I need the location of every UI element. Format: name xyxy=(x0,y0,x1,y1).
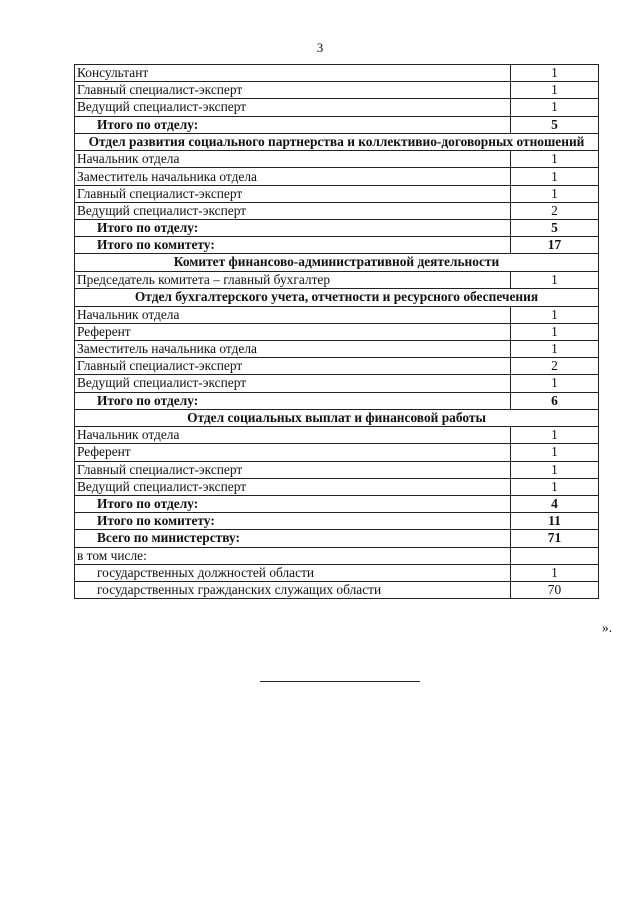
table-row xyxy=(75,151,599,168)
table-row xyxy=(75,478,599,495)
position-name: в том числе: xyxy=(75,547,511,564)
position-count: 1 xyxy=(511,444,599,461)
department-header: Отдел развития социального партнерства и коллективио-договорных отношений xyxy=(75,133,599,151)
total-row xyxy=(75,530,599,547)
table-row xyxy=(75,375,599,392)
position-count: 1 xyxy=(511,65,599,82)
position-name: Ведущий специалист-эксперт xyxy=(75,375,511,392)
total-count: 5 xyxy=(511,116,599,133)
position-count xyxy=(511,547,599,564)
total-count: 4 xyxy=(511,495,599,512)
total-label: Итого по отделу: xyxy=(75,495,511,512)
table-row xyxy=(75,547,599,564)
total-row xyxy=(75,220,599,237)
total-label: Итого по отделу: xyxy=(75,116,511,133)
position-name: Ведущий специалист-эксперт xyxy=(75,478,511,495)
position-count: 1 xyxy=(511,375,599,392)
total-label: Всего по министерству: xyxy=(75,530,511,547)
table-row xyxy=(75,99,599,116)
position-count: 1 xyxy=(511,564,599,581)
total-row xyxy=(75,513,599,530)
position-name: Начальник отдела xyxy=(75,427,511,444)
department-header-row xyxy=(75,133,599,151)
table-row xyxy=(75,340,599,357)
total-row xyxy=(75,495,599,512)
table-row xyxy=(75,444,599,461)
total-label: Итого по комитету: xyxy=(75,513,511,530)
table-row xyxy=(75,581,599,598)
department-header-row xyxy=(75,289,599,307)
position-count: 1 xyxy=(511,151,599,168)
total-row xyxy=(75,237,599,254)
position-name: Заместитель начальника отдела xyxy=(75,168,511,185)
total-count: 11 xyxy=(511,513,599,530)
position-count: 2 xyxy=(511,358,599,375)
total-count: 5 xyxy=(511,220,599,237)
staffing-table xyxy=(74,64,599,599)
position-count: 70 xyxy=(511,581,599,598)
total-label: Итого по отделу: xyxy=(75,392,511,409)
total-count: 71 xyxy=(511,530,599,547)
position-count: 2 xyxy=(511,202,599,219)
position-count: 1 xyxy=(511,168,599,185)
position-count: 1 xyxy=(511,99,599,116)
position-name: государственных гражданских служащих области xyxy=(75,581,511,598)
department-header-row xyxy=(75,409,599,427)
department-header: Комитет финансово-административной деятельности xyxy=(75,254,599,272)
table-row xyxy=(75,65,599,82)
position-name: Главный специалист-эксперт xyxy=(75,185,511,202)
total-count: 6 xyxy=(511,392,599,409)
total-row xyxy=(75,116,599,133)
position-name: Консультант xyxy=(75,65,511,82)
position-name: Референт xyxy=(75,444,511,461)
table-row xyxy=(75,306,599,323)
table-row xyxy=(75,564,599,581)
position-count: 1 xyxy=(511,82,599,99)
position-name: Главный специалист-эксперт xyxy=(75,461,511,478)
position-name: Референт xyxy=(75,323,511,340)
position-count: 1 xyxy=(511,478,599,495)
table-row xyxy=(75,427,599,444)
table-row xyxy=(75,323,599,340)
position-name: Начальник отдела xyxy=(75,306,511,323)
table-row xyxy=(75,461,599,478)
position-count: 1 xyxy=(511,323,599,340)
position-name: Председатель комитета – главный бухгалтер xyxy=(75,271,511,288)
position-count: 1 xyxy=(511,185,599,202)
department-header-row xyxy=(75,254,599,272)
total-row xyxy=(75,392,599,409)
position-count: 1 xyxy=(511,461,599,478)
total-label: Итого по комитету: xyxy=(75,237,511,254)
closing-quote-mark: ». xyxy=(602,620,613,635)
position-name: Начальник отдела xyxy=(75,151,511,168)
page-number: 3 xyxy=(316,40,324,55)
table-row xyxy=(75,271,599,288)
staffing-table-body xyxy=(75,65,599,599)
position-count: 1 xyxy=(511,340,599,357)
position-name: государственных должностей области xyxy=(75,564,511,581)
table-row xyxy=(75,82,599,99)
table-row xyxy=(75,358,599,375)
department-header: Отдел бухгалтерского учета, отчетности и ресурсного обеспечения xyxy=(75,289,599,307)
position-name: Главный специалист-эксперт xyxy=(75,358,511,375)
position-name: Ведущий специалист-эксперт xyxy=(75,202,511,219)
table-row xyxy=(75,168,599,185)
position-count: 1 xyxy=(511,271,599,288)
position-count: 1 xyxy=(511,427,599,444)
table-row xyxy=(75,185,599,202)
footer-divider xyxy=(260,681,420,682)
position-name: Ведущий специалист-эксперт xyxy=(75,99,511,116)
position-name: Заместитель начальника отдела xyxy=(75,340,511,357)
department-header: Отдел социальных выплат и финансовой работы xyxy=(75,409,599,427)
position-count: 1 xyxy=(511,306,599,323)
table-row xyxy=(75,202,599,219)
total-label: Итого по отделу: xyxy=(75,220,511,237)
position-name: Главный специалист-эксперт xyxy=(75,82,511,99)
total-count: 17 xyxy=(511,237,599,254)
